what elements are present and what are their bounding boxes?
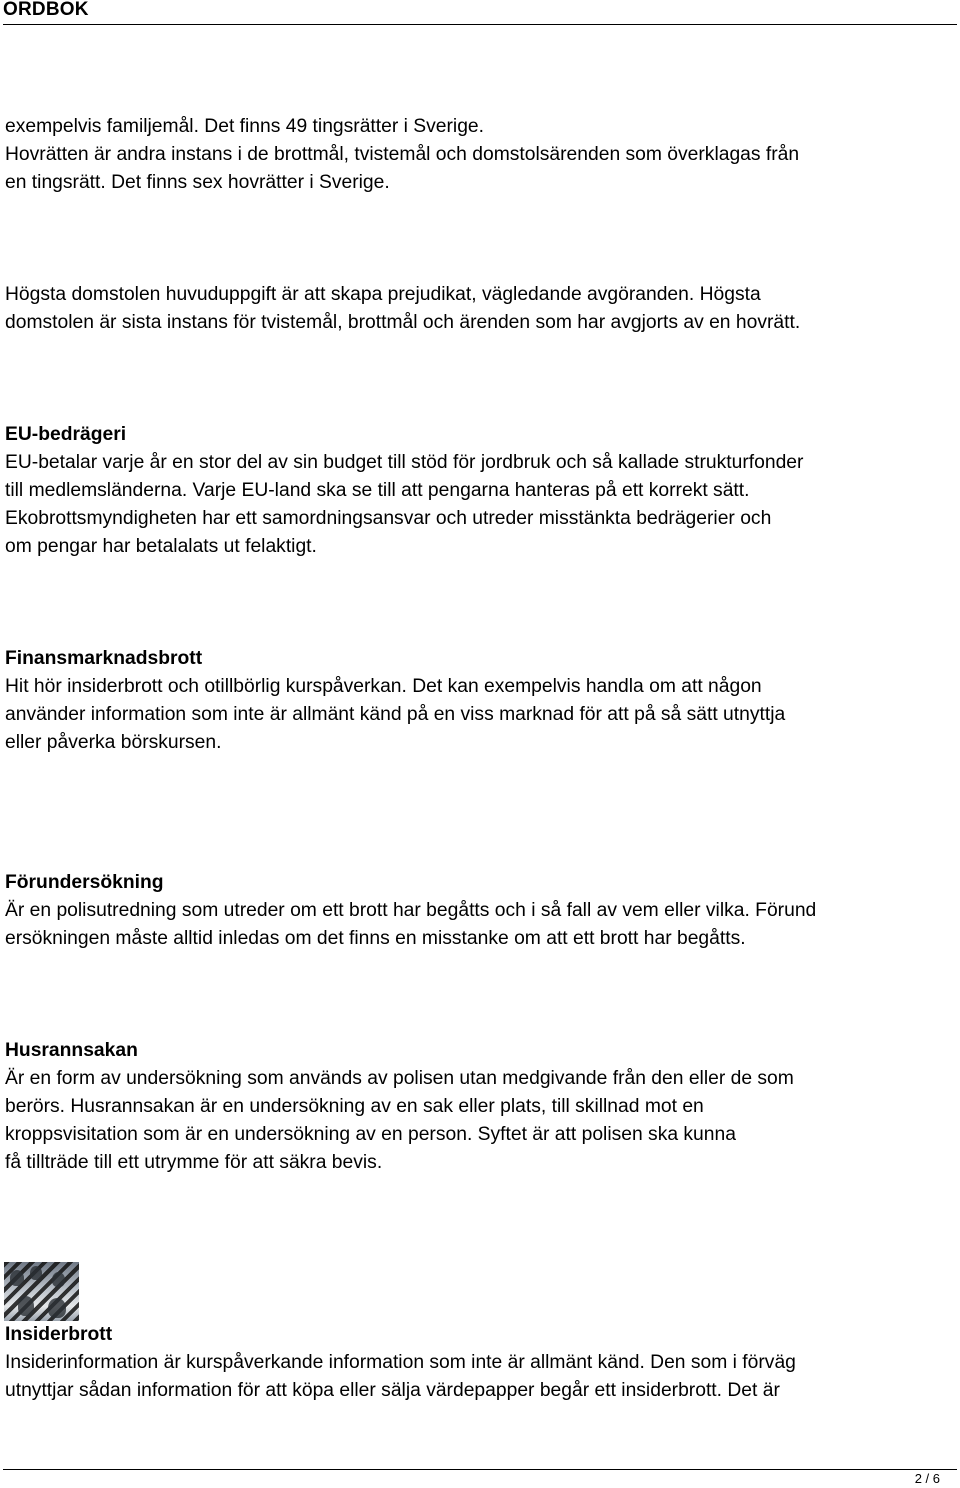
entry-line: berörs. Husrannsakan är en undersökning av en sak eller plats, till skillnad mot en (5, 1096, 704, 1117)
paragraph-line: domstolen är sista instans för tvistemål, brottmål och ärenden som har avgjorts av en hovrätt. (5, 312, 801, 333)
entry-term: Förundersökning (5, 872, 164, 893)
header-divider (3, 24, 957, 25)
intro-paragraph (5, 113, 955, 197)
entry-line: till medlemsländerna. Varje EU-land ska se till att pengarna hanteras på ett korrekt sätt. (5, 480, 750, 501)
entry-line: EU-betalar varje år en stor del av sin budget till stöd för jordbruk och så kallade strukturfonder (5, 452, 804, 473)
entry-line: utnyttjar sådan information för att köpa eller sälja värdepapper begår ett insiderbrott. Det är (5, 1380, 780, 1401)
page-number: 2 / 6 (914, 1471, 940, 1486)
insiderbrott-thumbnail-image (4, 1262, 79, 1321)
entry-line: Ekobrottsmyndigheten har ett samordningsansvar och utreder misstänkta bedrägerier och (5, 508, 772, 529)
entry-line: eller påverka börskursen. (5, 732, 222, 753)
entry-term: Finansmarknadsbrott (5, 648, 203, 669)
entry-husrannsakan (5, 1037, 955, 1177)
entry-term: EU-bedrägeri (5, 424, 127, 445)
document-title: ORDBOK (3, 0, 89, 20)
footer-divider (3, 1469, 957, 1470)
entry-line: om pengar har betalalats ut felaktigt. (5, 536, 317, 557)
entry-eu-bedrageri (5, 421, 955, 561)
entry-line: ersökningen måste alltid inledas om det finns en misstanke om att ett brott har begåtts. (5, 928, 746, 949)
entry-line: använder information som inte är allmänt känd på en viss marknad för att på så sätt utnyttja (5, 704, 786, 725)
paragraph-line: Högsta domstolen huvuduppgift är att skapa prejudikat, vägledande avgöranden. Högsta (5, 284, 761, 305)
entry-line: Är en polisutredning som utreder om ett brott har begåtts och i så fall av vem eller vilka. Förund (5, 900, 817, 921)
entry-term: Insiderbrott (5, 1324, 113, 1345)
entry-term: Husrannsakan (5, 1040, 138, 1061)
entry-line: Hit hör insiderbrott och otillbörlig kurspåverkan. Det kan exempelvis handla om att någon (5, 676, 762, 697)
entry-line: Insiderinformation är kurspåverkande information som inte är allmänt känd. Den som i förväg (5, 1352, 796, 1373)
paragraph-line: exempelvis familjemål. Det finns 49 tingsrätter i Sverige. (5, 116, 485, 137)
entry-line: Är en form av undersökning som används av polisen utan medgivande från den eller de som (5, 1068, 794, 1089)
hogsta-domstolen-paragraph (5, 281, 955, 337)
entry-line: kroppsvisitation som är en undersökning av en person. Syftet är att polisen ska kunna (5, 1124, 736, 1145)
entry-forundersokning (5, 869, 955, 953)
entry-line: få tillträde till ett utrymme för att säkra bevis. (5, 1152, 383, 1173)
paragraph-line: Hovrätten är andra instans i de brottmål, tvistemål och domstolsärenden som överklagas från (5, 144, 800, 165)
entry-finansmarknadsbrott (5, 645, 955, 757)
paragraph-line: en tingsrätt. Det finns sex hovrätter i Sverige. (5, 172, 390, 193)
entry-insiderbrott (5, 1321, 955, 1405)
